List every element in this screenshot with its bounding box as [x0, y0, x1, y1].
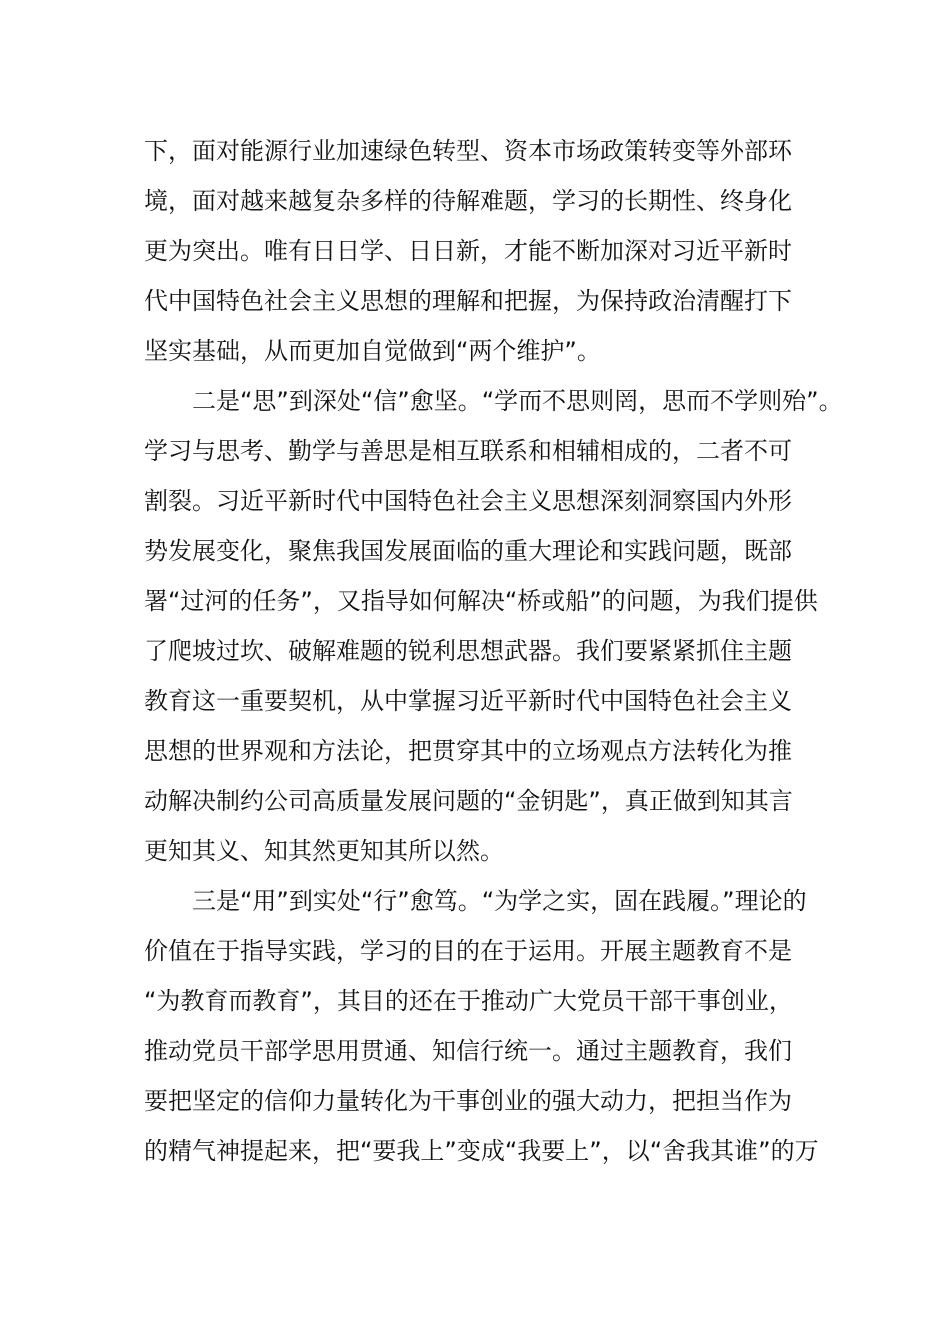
text-line: 教育这一重要契机，从中掌握习近平新时代中国特色社会主义 — [144, 687, 792, 715]
text-line: 学习与思考、勤学与善思是相互联系和相辅相成的，二者不可 — [144, 437, 792, 465]
body-text — [144, 126, 843, 1176]
text-line: 动解决制约公司高质量发展问题的“金钥匙”，真正做到知其言 — [144, 787, 793, 815]
text-line: 割裂。习近平新时代中国特色社会主义思想深刻洞察国内外形 — [144, 487, 792, 515]
text-line: 署“过河的任务”，又指导如何解决“桥或船”的问题，为我们提供 — [144, 587, 818, 615]
text-line: 思想的世界观和方法论，把贯穿其中的立场观点方法转化为推 — [144, 737, 792, 765]
text-line: 境，面对越来越复杂多样的待解难题，学习的长期性、终身化 — [144, 187, 792, 215]
paragraph-heading-line: 三是“用”到实处“行”愈笃。“为学之实，固在践履。”理论的 — [144, 887, 807, 915]
text-line: 坚实基础，从而更加自觉做到“两个维护”。 — [144, 337, 601, 365]
paragraph-heading-line: 二是“思”到深处“信”愈坚。“学而不思则罔，思而不学则殆”。 — [144, 387, 843, 415]
text-line: 代中国特色社会主义思想的理解和把握，为保持政治清醒打下 — [144, 287, 792, 315]
text-line: 价值在于指导实践，学习的目的在于运用。开展主题教育不是 — [144, 937, 792, 965]
text-line: 更知其义、知其然更知其所以然。 — [144, 837, 504, 865]
text-line: 势发展变化，聚焦我国发展面临的重大理论和实践问题，既部 — [144, 537, 792, 565]
text-line: 的精气神提起来，把“要我上”变成“我要上”，以“舍我其谁”的万 — [144, 1137, 819, 1165]
text-line: 下，面对能源行业加速绿色转型、资本市场政策转变等外部环 — [144, 137, 792, 165]
text-line: 更为突出。唯有日日学、日日新，才能不断加深对习近平新时 — [144, 237, 792, 265]
text-line: 推动党员干部学思用贯通、知信行统一。通过主题教育，我们 — [144, 1037, 792, 1065]
text-line: 了爬坡过坎、破解难题的锐利思想武器。我们要紧紧抓住主题 — [144, 637, 792, 665]
text-line: 要把坚定的信仰力量转化为干事创业的强大动力，把担当作为 — [144, 1087, 792, 1115]
text-line: “为教育而教育”，其目的还在于推动广大党员干部干事创业， — [144, 987, 793, 1015]
